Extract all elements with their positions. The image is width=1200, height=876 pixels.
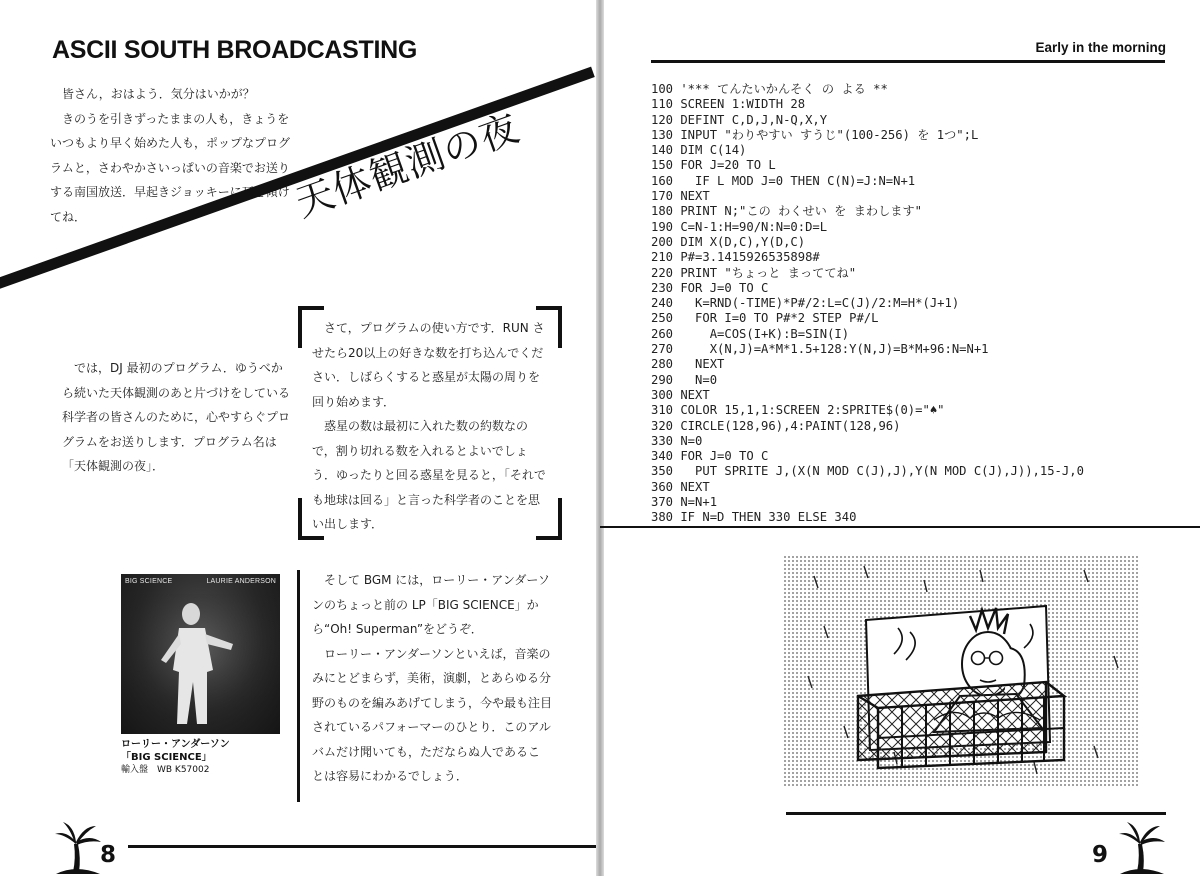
masthead-title: ASCII SOUTH BROADCASTING (52, 36, 418, 64)
code-line: 380 IF N=D THEN 330 ELSE 340 (651, 510, 857, 525)
intro-paragraph: 皆さん，おはよう．気分はいかが？ (62, 87, 255, 101)
caption-artist: ローリー・アンダーソン (121, 739, 230, 750)
caption-album: 「BIG SCIENCE」 (121, 752, 212, 763)
code-line: 140 DIM C(14) (651, 143, 747, 158)
instructions-paragraph: 惑星の数は最初に入れた数の約数なので，割り切れる数を入れるとよいでしょう．ゆったりと回る惑星を見ると，「それでも地球は回る」と言った科学者のことを思い出します． (312, 419, 546, 531)
code-line: 210 P#=3.1415926535898# (651, 250, 820, 265)
code-line: 270 X(N,J)=A*M*1.5+128:Y(N,J)=B*M+96:N=N+1 (651, 342, 989, 357)
code-line: 310 COLOR 15,1,1:SCREEN 2:SPRITE$(0)="♠" (651, 403, 945, 418)
code-line: 350 PUT SPRITE J,(X(N MOD C(J),J),Y(N MOD C(J),J)),15-J,0 (651, 464, 1084, 479)
instructions-box (312, 316, 548, 537)
right-page (600, 0, 1200, 876)
palm-tree-icon (54, 820, 102, 874)
section-divider (600, 526, 1200, 528)
article-column-c (312, 568, 552, 789)
code-line: 240 K=RND(-TIME)*P#/2:L=C(J)/2:M=H*(J+1) (651, 296, 960, 311)
code-line: 290 N=0 (651, 372, 718, 387)
caption-release: 輸入盤 WB K57002 (121, 765, 210, 775)
article-paragraph: そして BGM には，ローリー・アンダーソンのちょっと前の LP「BIG SCIENCE」から“Oh! Superman”をどうぞ． (312, 573, 550, 636)
code-line: 170 NEXT (651, 189, 710, 204)
code-line: 100 '*** てんたいかんそく の よる ** (651, 82, 888, 96)
code-line: 370 N=N+1 (651, 495, 718, 510)
code-line: 110 SCREEN 1:WIDTH 28 (651, 97, 806, 112)
performer-figure (121, 574, 280, 734)
feature-title: 天体観測の夜 (289, 105, 526, 226)
code-line: 250 FOR I=0 TO P#*2 STEP P#/L (651, 311, 879, 326)
album-cover-artist: LAURIE ANDERSON (206, 578, 276, 585)
album-caption (121, 738, 291, 777)
intro-text (50, 82, 290, 229)
code-line: 160 IF L MOD J=0 THEN C(N)=J:N=N+1 (651, 173, 916, 188)
code-line: 330 N=0 (651, 433, 703, 448)
code-line: 320 CIRCLE(128,96),4:PAINT(128,96) (651, 418, 901, 433)
code-line: 360 NEXT (651, 479, 710, 494)
article-column-a (62, 356, 292, 479)
code-line: 150 FOR J=20 TO L (651, 158, 776, 173)
cartoon-illustration (784, 556, 1140, 788)
code-line: 280 NEXT (651, 357, 725, 372)
code-line: 130 INPUT "わりやすい すうじ"(100-256) を 1つ";L (651, 127, 979, 142)
intro-paragraph: きのうを引きずったままの人も，きょうをいつもより早く始めた人も，ポップなプログラムと，さわやかさいっぱいの音楽でお送りする南国放送．早起きジョッキーに耳を傾けてね． (50, 111, 291, 224)
album-cover-title: BIG SCIENCE (125, 578, 173, 585)
header-rule (651, 60, 1165, 63)
basic-program-listing (651, 82, 1084, 526)
page-number: 8 (100, 842, 117, 868)
palm-tree-icon (1118, 820, 1166, 874)
running-header: Early in the morning (1035, 40, 1166, 55)
page-number: 9 (1092, 842, 1109, 868)
code-line: 300 NEXT (651, 387, 710, 402)
album-cover-image (121, 574, 280, 734)
code-line: 120 DEFINT C,D,J,N-Q,X,Y (651, 112, 828, 127)
code-line: 340 FOR J=0 TO C (651, 449, 769, 464)
code-line: 230 FOR J=0 TO C (651, 280, 769, 295)
article-paragraph: ローリー・アンダーソンといえば，音楽のみにとどまらず，美術，演劇，とあらゆる分野のものを編みあげてしまう，今や最も注目されているパフォーマーのひとり．このアルバムだけ聞いても，ただならぬ人であることは容易にわかるでしょう． (312, 646, 553, 783)
instructions-paragraph: さて，プログラムの使い方です．RUN させたら20以上の好きな数を打ち込んでください．しばらくすると惑星が太陽の周りを回り始めます． (312, 321, 545, 409)
footer-rule (128, 845, 598, 848)
code-line: 190 C=N-1:H=90/N:N=0:D=L (651, 219, 828, 234)
code-line: 200 DIM X(D,C),Y(D,C) (651, 234, 806, 249)
article-paragraph: では，DJ 最初のプログラム．ゆうべから続いた天体観測のあと片づけをしている科学者の皆さんのために，心やすらぐプログラムをお送りします．プログラム名は「天体観測の夜」． (62, 361, 291, 473)
column-rule (297, 570, 300, 802)
code-line: 180 PRINT N;"この わくせい を まわします" (651, 204, 922, 219)
code-line: 220 PRINT "ちょっと まっててね" (651, 265, 857, 280)
footer-rule (786, 812, 1166, 815)
code-line: 260 A=COS(I+K):B=SIN(I) (651, 326, 850, 341)
